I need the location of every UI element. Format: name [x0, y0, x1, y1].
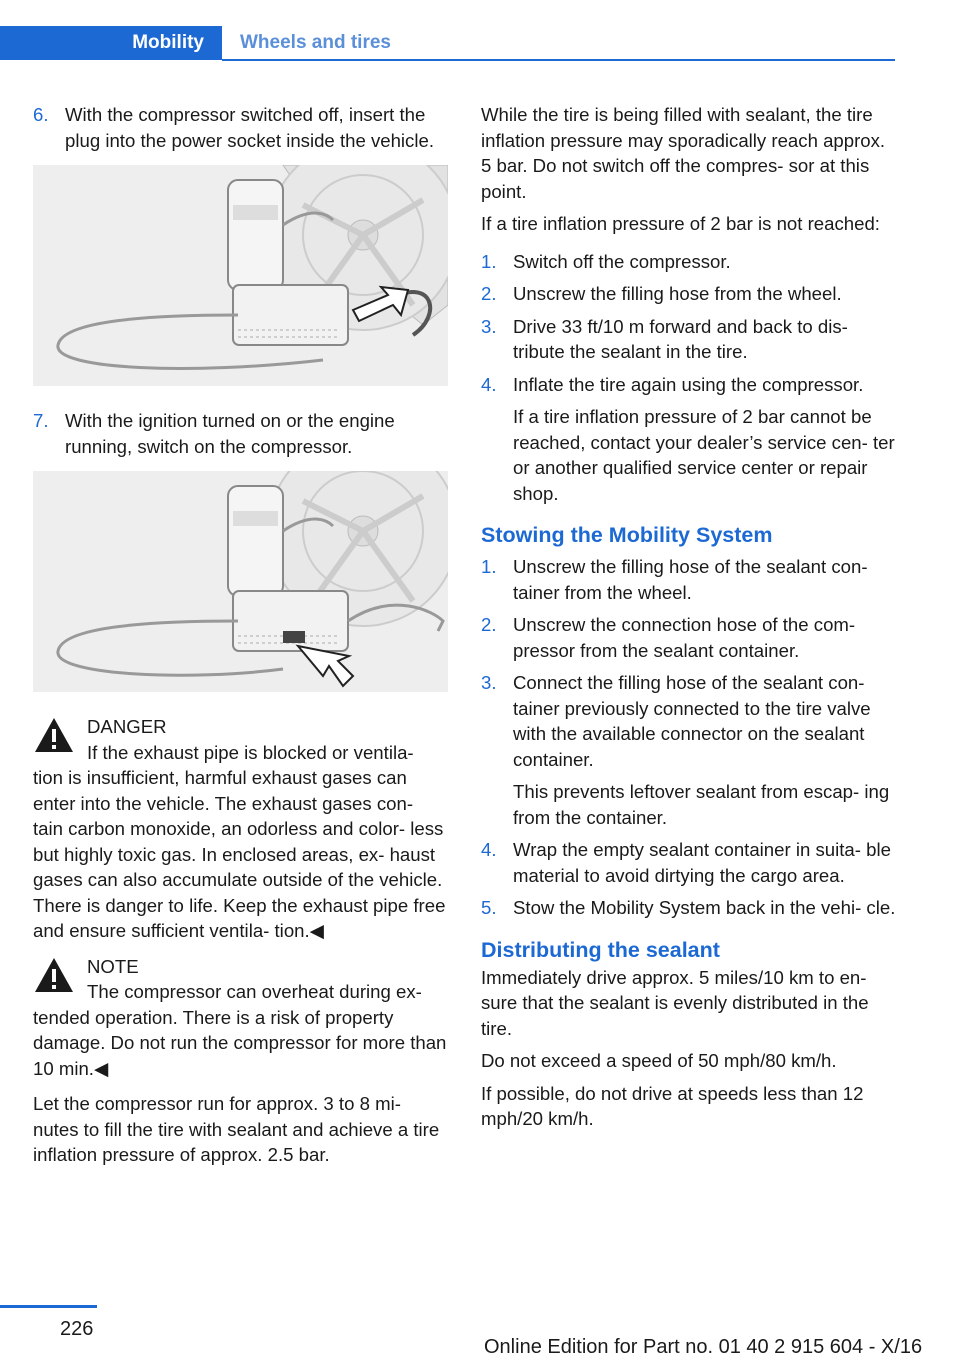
- step-text: Connect the filling hose of the sealant con‑ tainer previously connected to the tire valve with the available connector on the sealant container.: [513, 672, 871, 770]
- list-item: [481, 612, 897, 663]
- list-item: [481, 670, 897, 830]
- tab-wheels-and-tires[interactable]: Wheels and tires: [240, 32, 391, 53]
- list-item: [481, 314, 897, 365]
- step-text: Unscrew the filling hose of the sealant con‑ tainer from the wheel.: [513, 556, 868, 603]
- list-item: [481, 249, 897, 275]
- list-item: [481, 281, 897, 307]
- step-text: Unscrew the filling hose from the wheel.: [513, 283, 842, 304]
- list-item: [481, 372, 897, 507]
- danger-notice: [33, 714, 448, 944]
- list-item: [481, 837, 897, 888]
- step-number: 6.: [33, 104, 49, 125]
- step-text: Unscrew the connection hose of the com‑ pressor from the sealant container.: [513, 614, 856, 661]
- step-number: 3.: [481, 315, 497, 337]
- distribute-paragraph-3: If possible, do not drive at speeds less than 12 mph/20 km/h.: [481, 1082, 864, 1129]
- page-number: 226: [60, 1318, 94, 1340]
- warning-triangle-icon: [33, 956, 75, 994]
- edition-footer: Online Edition for Part no. 01 40 2 915 604 - X/16: [484, 1336, 923, 1358]
- heading-stowing: Stowing the Mobility System: [481, 523, 773, 547]
- step-number: 3.: [481, 672, 497, 693]
- danger-first-line: If the exhaust pipe is blocked or ventila‑: [87, 741, 414, 763]
- step-text: Stow the Mobility System back in the vehi‑ cle.: [513, 897, 896, 918]
- step-number: 1.: [481, 250, 497, 272]
- danger-label: DANGER: [87, 716, 167, 737]
- step-number: 2.: [481, 614, 497, 635]
- compressor-switch-illustration: [33, 471, 448, 692]
- note-notice: [33, 954, 448, 1082]
- step-number: 1.: [481, 556, 497, 577]
- closing-paragraph: Let the compressor run for approx. 3 to 8 mi‑ nutes to fill the tire with sealant and achieve a tire inflation pressure of approx. 2.5 bar.: [33, 1093, 440, 1165]
- intro-paragraph-2: If a tire inflation pressure of 2 bar is not reached:: [481, 213, 880, 234]
- list-item: [481, 895, 897, 921]
- step-text: Switch off the compressor.: [513, 250, 731, 272]
- step-7: [33, 408, 448, 459]
- step-text: With the ignition turned on or the engine running, switch on the compressor.: [65, 410, 395, 457]
- note-first-line: The compressor can overheat during ex‑: [87, 981, 422, 1002]
- distribute-paragraph-1: Immediately drive approx. 5 miles/10 km to en‑ sure that the sealant is evenly distributed in the tire.: [481, 966, 869, 1039]
- compressor-illustration: [33, 165, 448, 386]
- footer-rule: [0, 1305, 97, 1308]
- left-column: [33, 102, 448, 1175]
- step-subtext: If a tire inflation pressure of 2 bar cannot be reached, contact your dealer’s service cen‑ ter or another qualified service center or repair shop.: [513, 406, 895, 504]
- header-rule: [222, 59, 895, 61]
- figure-compressor-switch: [33, 471, 448, 692]
- step-subtext: This prevents leftover sealant from escap‑ ing from the container.: [513, 781, 890, 828]
- tab-mobility[interactable]: Mobility: [0, 26, 222, 60]
- step-number: 4.: [481, 839, 497, 860]
- step-text: Wrap the empty sealant container in suita‑ ble material to avoid dirtying the cargo area.: [513, 839, 891, 886]
- note-text: tended operation. There is a risk of property damage. Do not run the compressor for more than 10 min.◀: [33, 1006, 447, 1079]
- right-column: [481, 102, 897, 1139]
- step-6: [33, 102, 448, 153]
- step-number: 2.: [481, 283, 497, 304]
- step-number: 7.: [33, 410, 49, 431]
- steps-list-a: [481, 249, 897, 507]
- header-tabs: [0, 26, 895, 60]
- intro-paragraph-1: While the tire is being filled with sealant, the tire inflation pressure may sporadically reach approx. 5 bar. Do not switch off the compres‑ sor at this point.: [481, 104, 886, 202]
- step-text: With the compressor switched off, insert the plug into the power socket inside the vehicle.: [65, 104, 434, 151]
- distribute-paragraph-2: Do not exceed a speed of 50 mph/80 km/h.: [481, 1050, 837, 1071]
- step-text: Inflate the tire again using the compressor.: [513, 373, 864, 395]
- step-number: 5.: [481, 897, 497, 918]
- step-text: Drive 33 ft/10 m forward and back to dis‑ tribute the sealant in the tire.: [513, 315, 848, 362]
- steps-list-b: [481, 554, 897, 921]
- note-label: NOTE: [87, 955, 139, 977]
- heading-distributing: Distributing the sealant: [481, 937, 720, 962]
- warning-triangle-icon: [33, 716, 75, 754]
- figure-compressor-plug: [33, 165, 448, 386]
- list-item: [481, 554, 897, 605]
- danger-text: tion is insufficient, harmful exhaust gases can enter into the vehicle. The exhaust gases con‑ tain carbon monoxide, an odorless and color‑ less but highly toxic gas. In enclosed areas, ex‑ haust gases can also accumulate outside of the vehicle. There is danger to life. Keep the exhaust pipe free and ensure sufficient ventila‑ tion.◀: [33, 767, 446, 941]
- step-number: 4.: [481, 373, 497, 395]
